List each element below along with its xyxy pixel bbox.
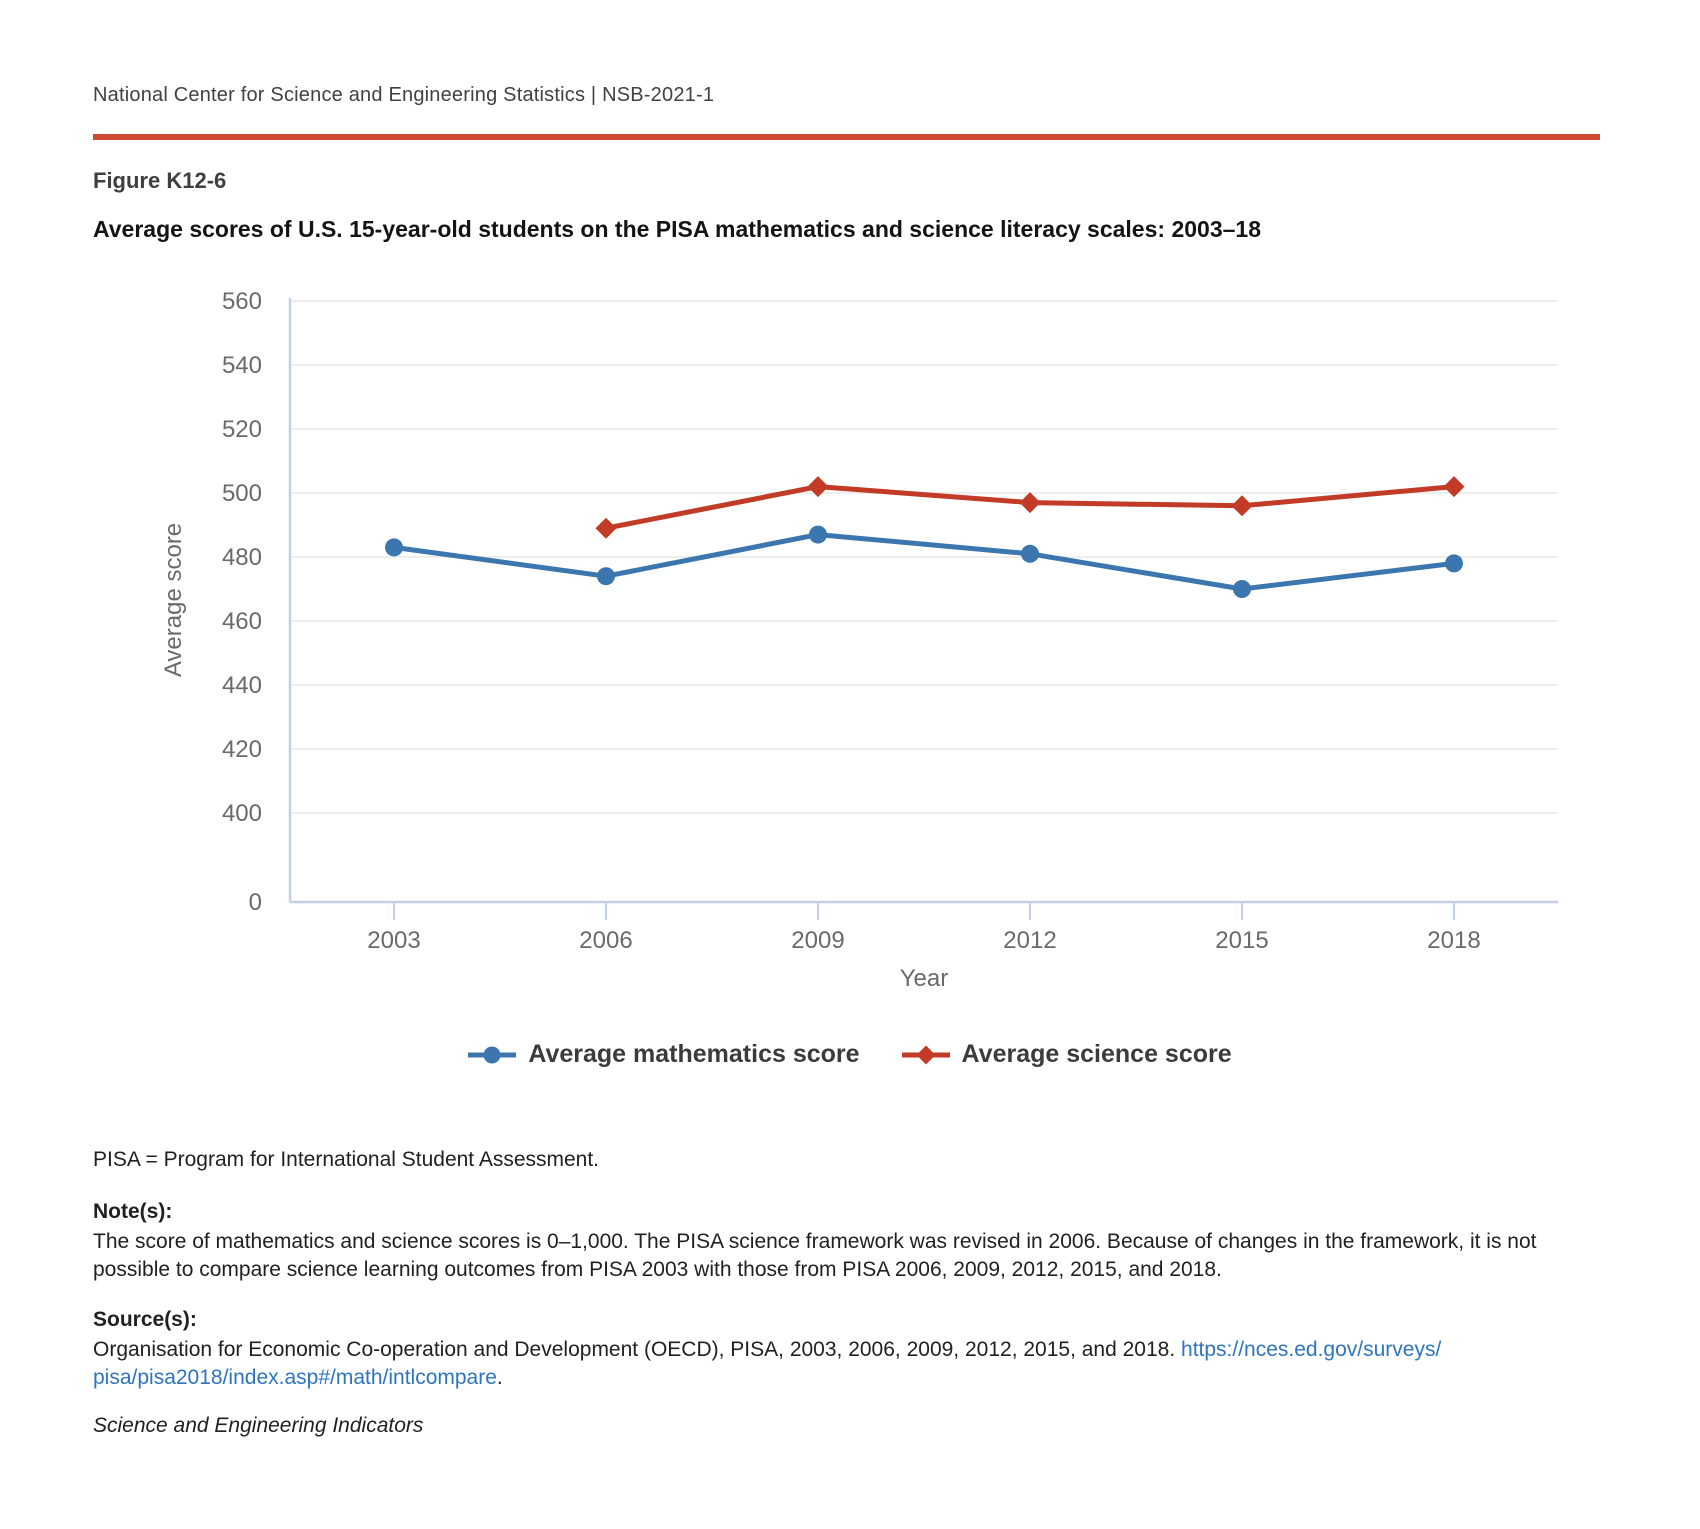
y-tick-label: 520 xyxy=(221,416,262,443)
chart-legend xyxy=(0,1040,1700,1069)
diamond-line-marker-icon xyxy=(902,1044,950,1066)
data-point[interactable] xyxy=(1232,495,1253,516)
data-point[interactable] xyxy=(1021,545,1039,563)
legend-label: Average mathematics score xyxy=(528,1040,860,1068)
chart-svg xyxy=(0,268,1700,1028)
source-suffix: . xyxy=(496,1366,503,1390)
x-tick-label: 2009 xyxy=(791,927,845,954)
y-axis-title: Average score xyxy=(160,522,187,678)
x-tick-label: 2018 xyxy=(1427,927,1481,954)
data-point[interactable] xyxy=(1233,580,1251,598)
source-link[interactable]: https://nces.ed.gov/surveys/ pisa/pisa2018/index.asp#/math/intlcompare xyxy=(93,1337,1442,1390)
y-tick-label: 420 xyxy=(221,736,262,763)
x-tick-label: 2015 xyxy=(1215,927,1269,954)
notes-text: The score of mathematics and science scores is 0–1,000. The PISA science framework was revised in 2006. Because of changes in the framework, it is not possible to compare science learning outcomes from PISA 2003 with those from PISA 2006, 2009, 2012, 2015, and 2018. xyxy=(93,1229,1537,1282)
sources-label: Source(s): xyxy=(93,1308,197,1332)
data-point[interactable] xyxy=(1020,492,1041,513)
header-rule xyxy=(93,134,1600,140)
sei-attribution: Science and Engineering Indicators xyxy=(93,1414,424,1438)
y-tick-label: 560 xyxy=(221,288,262,315)
data-point[interactable] xyxy=(597,567,615,585)
x-tick-label: 2006 xyxy=(579,927,633,954)
x-axis-title: Year xyxy=(899,965,949,992)
masthead: National Center for Science and Engineering Statistics | NSB-2021-1 xyxy=(93,84,715,106)
footer xyxy=(93,1146,1573,1441)
x-tick-label: 2012 xyxy=(1003,927,1057,954)
data-point[interactable] xyxy=(596,518,617,539)
legend-item-science[interactable] xyxy=(902,1040,1232,1069)
y-tick-label: 440 xyxy=(221,672,262,699)
y-tick-label: 480 xyxy=(221,544,262,571)
sources-text xyxy=(93,1336,1573,1393)
y-tick-label: 0 xyxy=(248,889,262,916)
figure-title: Average scores of U.S. 15-year-old students on the PISA mathematics and science literacy scales: 2003–18 xyxy=(93,216,1261,242)
series-line-0 xyxy=(394,535,1454,589)
data-point[interactable] xyxy=(1445,554,1463,572)
circle-line-marker-icon xyxy=(468,1044,516,1066)
notes-label: Note(s): xyxy=(93,1200,173,1224)
pisa-definition: PISA = Program for International Student Assessment. xyxy=(93,1148,600,1171)
data-point[interactable] xyxy=(809,526,827,544)
y-tick-label: 460 xyxy=(221,608,262,635)
source-citation: Organisation for Economic Co-operation and Development (OECD), PISA, 2003, 2006, 2009, 2012, 2015, and 2018. xyxy=(93,1337,1182,1361)
y-tick-label: 500 xyxy=(221,480,262,507)
legend-label: Average science score xyxy=(961,1040,1232,1068)
data-point[interactable] xyxy=(1444,476,1465,497)
y-tick-label: 400 xyxy=(221,800,262,827)
figure-label: Figure K12-6 xyxy=(93,168,227,193)
legend-item-mathematics[interactable] xyxy=(468,1040,859,1069)
data-point[interactable] xyxy=(808,476,829,497)
y-tick-label: 540 xyxy=(221,352,262,379)
x-tick-label: 2003 xyxy=(367,927,421,954)
data-point[interactable] xyxy=(385,538,403,556)
